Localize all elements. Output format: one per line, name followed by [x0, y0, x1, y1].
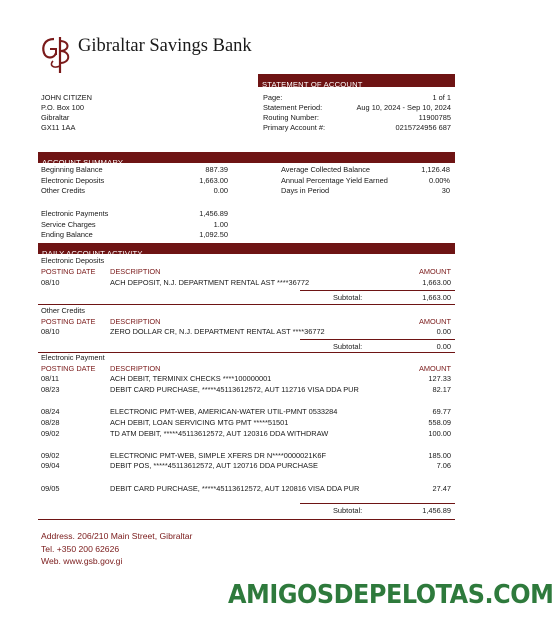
subtotal-label: Subtotal:: [333, 506, 363, 515]
summary-value: 1,126.48: [421, 165, 450, 174]
summary-value: 0.00%: [429, 175, 450, 185]
column-header-description: DESCRIPTION: [110, 317, 161, 326]
row-date: 09/02: [41, 429, 60, 438]
section-divider: [38, 519, 455, 520]
subtotal-value: 1,456.89: [422, 506, 451, 515]
summary-right: [281, 165, 450, 197]
row-description: ACH DEBIT, TERMINIX CHECKS ****100000001: [110, 374, 272, 383]
row-amount: 27.47: [432, 484, 451, 493]
field-value: 0215724956 687: [395, 123, 451, 132]
field-label: Statement Period:: [263, 103, 323, 112]
summary-value: 30: [441, 186, 450, 195]
watermark: AMIGOSDEPELOTAS.COM: [228, 580, 553, 610]
row-amount: 69.77: [432, 407, 451, 416]
row-amount: 82.17: [432, 385, 451, 394]
bank-name: Gibraltar Savings Bank: [78, 36, 252, 56]
row-date: 08/23: [41, 385, 60, 394]
column-header-amount: AMOUNT: [418, 317, 451, 326]
column-header-amount: AMOUNT: [418, 364, 451, 373]
summary-value: 887.39: [205, 165, 228, 174]
summary-label: Other Credits: [41, 186, 85, 195]
row-description: ACH DEPOSIT, N.J. DEPARTMENT RENTAL AST ****36772: [110, 278, 310, 287]
footer: [41, 530, 192, 568]
summary-label: Electronic Deposits: [41, 175, 105, 185]
customer-address-line: P.O. Box 100: [41, 103, 85, 112]
row-date: 08/11: [41, 374, 59, 383]
summary-value: 1,456.89: [199, 209, 228, 218]
field-value: Aug 10, 2024 - Sep 10, 2024: [356, 103, 451, 112]
summary-label: Electronic Payments: [41, 209, 109, 218]
account-summary-title: ACCOUNT SUMMARY: [42, 158, 124, 167]
bank-logo: [40, 33, 74, 75]
summary-label: Annual Percentage Yield Earned: [281, 175, 388, 185]
row-amount: 127.33: [428, 374, 451, 383]
section-heading: Electronic Payment: [41, 353, 105, 362]
row-date: 09/04: [41, 461, 60, 470]
row-date: 08/28: [41, 418, 60, 427]
summary-label: Beginning Balance: [41, 165, 103, 174]
row-date: 09/02: [41, 451, 60, 460]
summary-left-top: [41, 165, 228, 197]
row-description: DEBIT POS, *****45113612572, AUT 120716 DDA PURCHASE: [110, 461, 318, 470]
subtotal-rule: [300, 503, 455, 504]
gsb-monogram-icon: [40, 33, 74, 75]
subtotal-rule: [300, 290, 455, 291]
row-date: 09/05: [41, 484, 60, 493]
statement-title: STATEMENT OF ACCOUNT: [262, 80, 363, 89]
section-divider: [38, 304, 455, 305]
row-description: ELECTRONIC PMT-WEB, SIMPLE XFERS DR N****0000021K6F: [110, 451, 327, 460]
summary-value: 1.00: [213, 219, 228, 229]
row-amount: 558.09: [428, 418, 451, 427]
subtotal-value: 0.00: [436, 342, 451, 351]
column-header-date: POSTING DATE: [41, 364, 96, 373]
section-heading: Electronic Deposits: [41, 256, 105, 265]
summary-value: 1,663.00: [199, 175, 228, 185]
column-header-date: POSTING DATE: [41, 267, 96, 276]
customer-name: JOHN CITIZEN: [41, 93, 92, 102]
summary-value: 0.00: [213, 186, 228, 195]
section-heading: Other Credits: [41, 306, 85, 315]
footer-tel: Tel. +350 200 62626: [41, 543, 120, 554]
row-amount: 100.00: [428, 429, 451, 438]
daily-activity-title: DAILY ACCOUNT ACTIVITY: [42, 249, 143, 258]
summary-label: Ending Balance: [41, 230, 93, 239]
row-amount: 7.06: [436, 461, 451, 470]
column-header-description: DESCRIPTION: [110, 267, 161, 276]
footer-address: Address. 206/210 Main Street, Gibraltar: [41, 531, 193, 541]
customer-address: [41, 93, 92, 133]
row-description: TD ATM DEBIT, *****45113612572, AUT 120316 DDA WITHDRAW: [110, 429, 329, 438]
row-date: 08/10: [41, 278, 60, 287]
field-label: Page:: [263, 93, 283, 102]
summary-left-bottom: [41, 209, 228, 241]
customer-postcode: GX11 1AA: [41, 123, 76, 132]
row-amount: 1,663.00: [422, 278, 451, 287]
field-label: Primary Account #:: [263, 123, 326, 132]
row-date: 08/10: [41, 327, 60, 336]
subtotal-rule: [300, 339, 455, 340]
daily-activity-bar: [38, 243, 455, 258]
row-description: DEBIT CARD PURCHASE, *****45113612572, AUT 112716 VISA DDA PUR: [110, 385, 359, 394]
column-header-description: DESCRIPTION: [110, 364, 161, 373]
subtotal-label: Subtotal:: [333, 342, 363, 351]
row-description: ELECTRONIC PMT-WEB, AMERICAN-WATER UTIL-PMNT 0533284: [110, 407, 338, 416]
column-header-amount: AMOUNT: [418, 267, 451, 276]
row-amount: 185.00: [428, 451, 451, 460]
statement-title-bar: [258, 74, 455, 87]
row-description: DEBIT CARD PURCHASE, *****45113612572, AUT 120816 VISA DDA PUR: [110, 484, 360, 493]
customer-city: Gibraltar: [41, 113, 70, 122]
row-description: ZERO DOLLAR CR, N.J. DEPARTMENT RENTAL AST ****36772: [110, 327, 325, 336]
summary-label: Average Collected Balance: [281, 165, 371, 174]
summary-value: 1,092.50: [199, 230, 228, 239]
summary-label: Days in Period: [281, 186, 330, 195]
field-label: Routing Number:: [263, 113, 319, 122]
footer-web: Web. www.gsb.gov.gi: [41, 556, 123, 566]
subtotal-label: Subtotal:: [333, 293, 363, 302]
subtotal-value: 1,663.00: [422, 293, 451, 302]
field-value: 1 of 1: [432, 93, 451, 102]
summary-label: Service Charges: [41, 219, 96, 229]
statement-fields: [263, 93, 451, 133]
field-value: 11900785: [418, 113, 451, 122]
account-summary-bar: [38, 152, 455, 167]
column-header-date: POSTING DATE: [41, 317, 96, 326]
row-date: 08/24: [41, 407, 60, 416]
row-description: ACH DEBIT, LOAN SERVICING MTG PMT *****51501: [110, 418, 289, 427]
row-amount: 0.00: [436, 327, 451, 336]
